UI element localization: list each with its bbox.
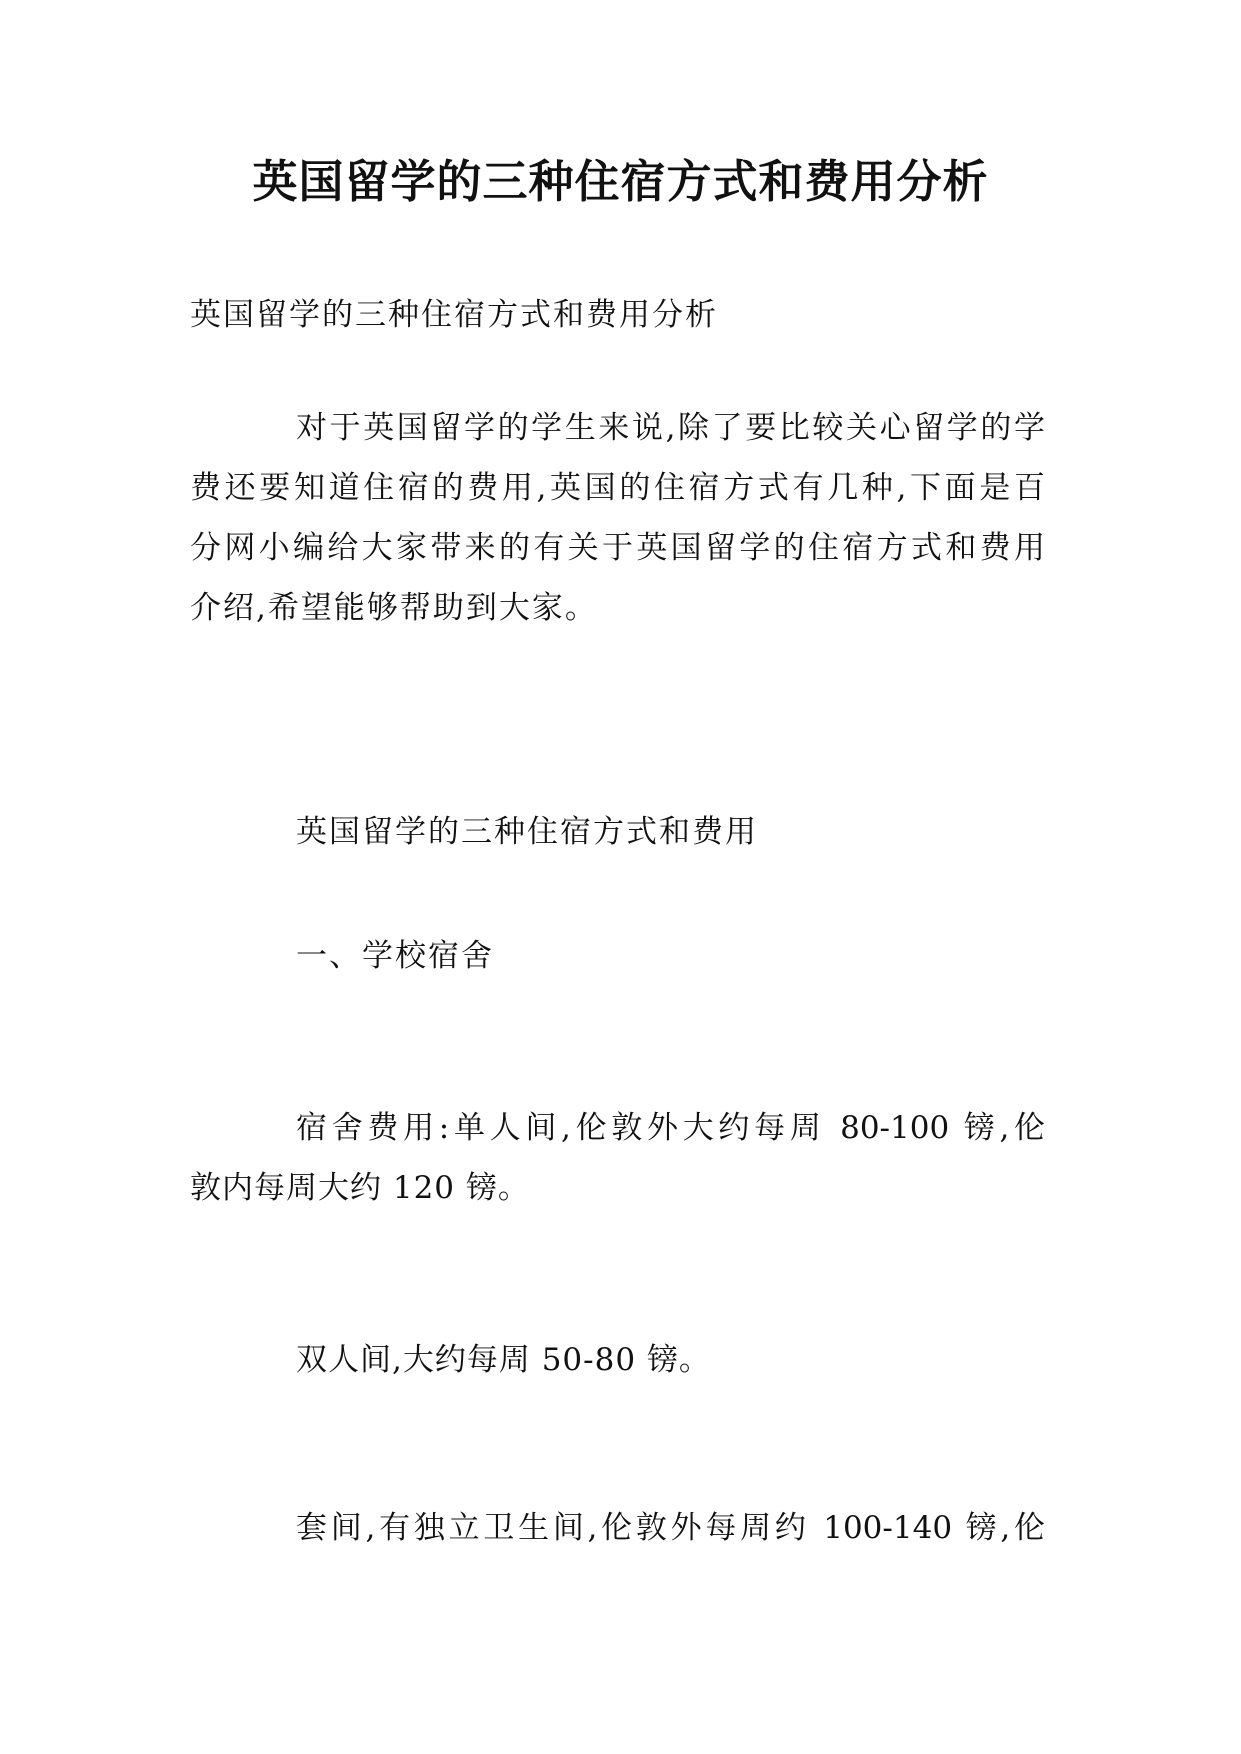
document-subtitle: 英国留学的三种住宿方式和费用分析 bbox=[190, 297, 718, 333]
section-heading: 英国留学的三种住宿方式和费用 bbox=[296, 814, 758, 850]
intro-line-2: 费还要知道住宿的费用,英国的住宿方式有几种,下面是百 bbox=[190, 470, 1045, 506]
intro-line-3: 分网小编给大家带来的有关于英国留学的住宿方式和费用 bbox=[190, 530, 1045, 566]
intro-line-4: 介绍,希望能够帮助到大家。 bbox=[190, 590, 598, 626]
intro-line-1: 对于英国留学的学生来说,除了要比较关心留学的学 bbox=[296, 410, 1045, 446]
dorm-cost-line-1: 宿舍费用:单人间,伦敦外大约每周 80-100 镑,伦 bbox=[296, 1110, 1045, 1146]
document-title: 英国留学的三种住宿方式和费用分析 bbox=[252, 155, 989, 208]
double-room-line: 双人间,大约每周 50-80 镑。 bbox=[296, 1342, 711, 1378]
suite-line: 套间,有独立卫生间,伦敦外每周约 100-140 镑,伦 bbox=[296, 1510, 1045, 1546]
section-one-heading: 一、学校宿舍 bbox=[296, 938, 494, 974]
dorm-cost-line-2: 敦内每周大约 120 镑。 bbox=[190, 1170, 530, 1206]
